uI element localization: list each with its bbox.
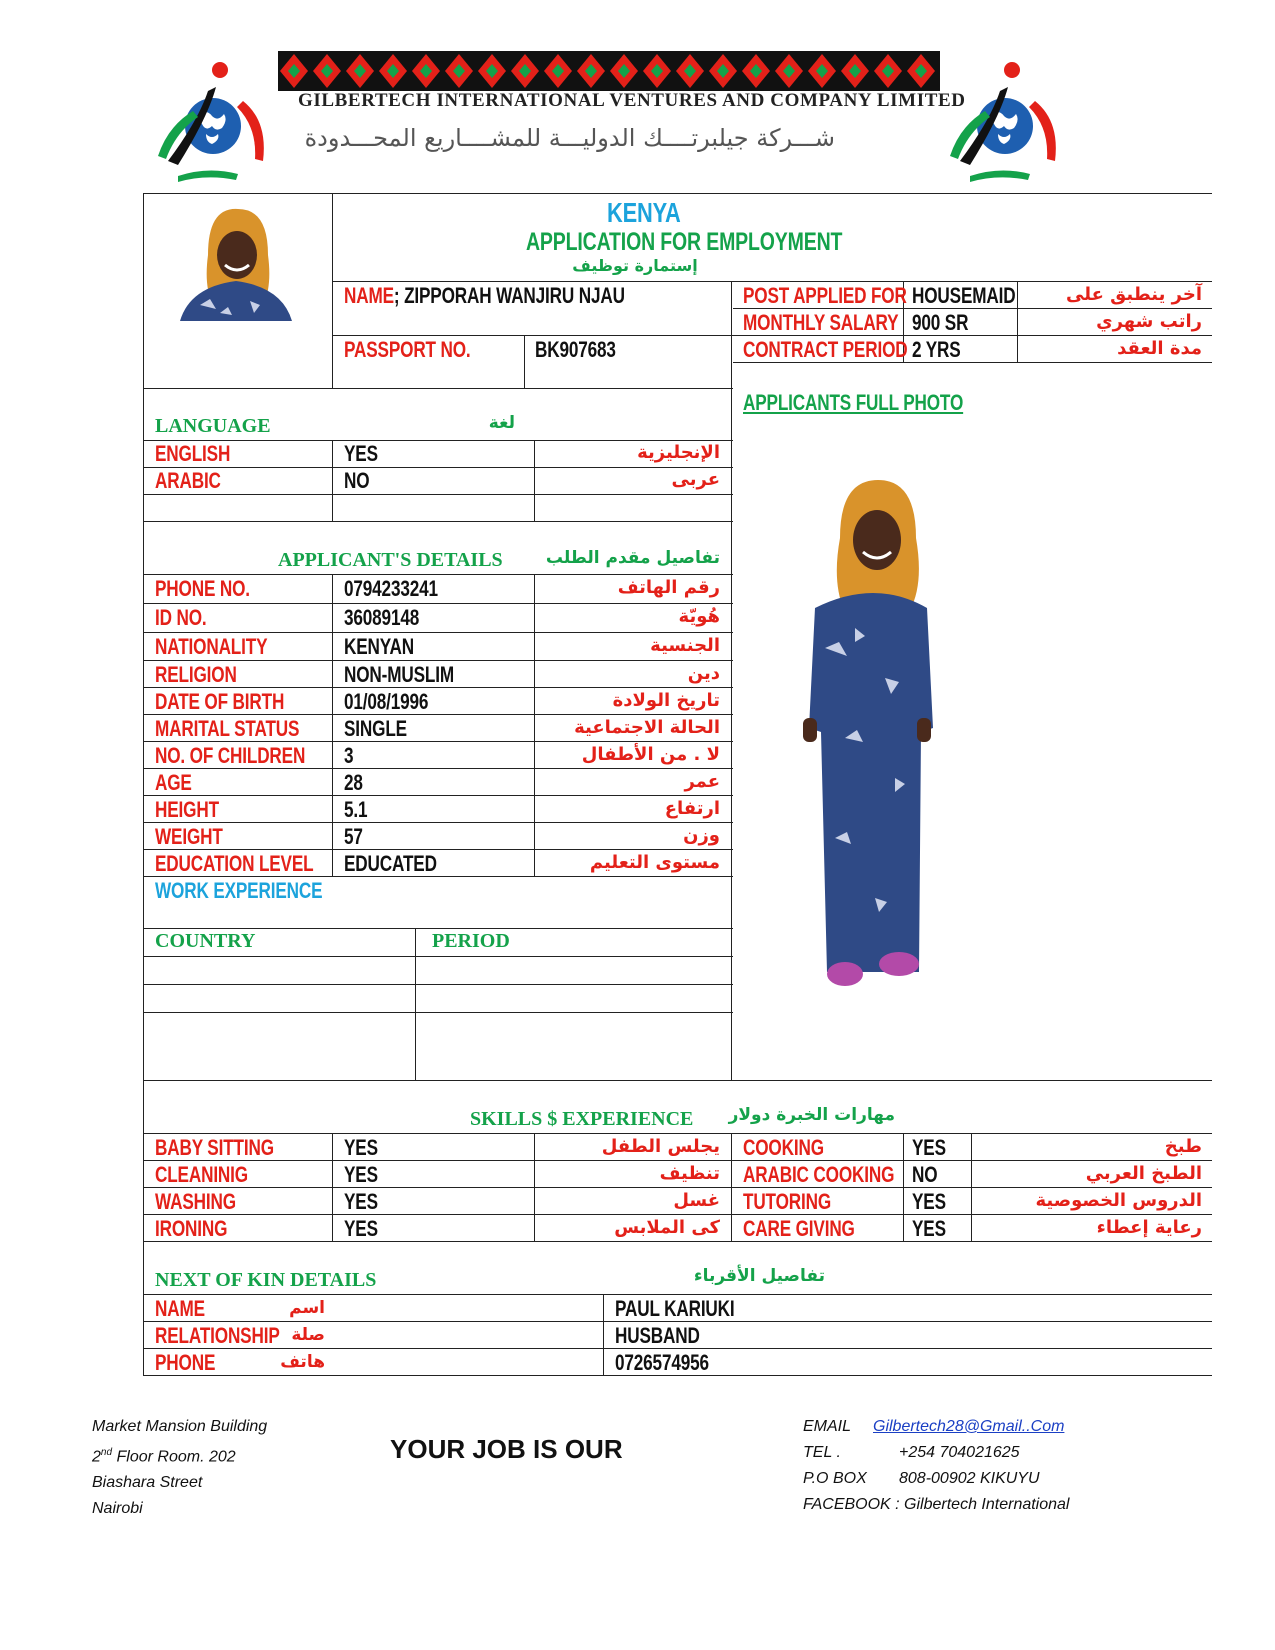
header-pattern-band — [278, 51, 940, 91]
skill-ar: رعاية إعطاء — [1096, 1217, 1202, 1238]
footer-slogan: YOUR JOB IS OUR — [390, 1434, 623, 1464]
skills-title: SKILLS $ EXPERIENCE — [470, 1108, 694, 1130]
kin-title: NEXT OF KIN DETAILS — [155, 1269, 377, 1291]
lang-arabic-label: ARABIC — [155, 468, 221, 493]
skill-value: YES — [912, 1216, 946, 1241]
address-line-3: Biashara Street — [92, 1474, 203, 1492]
post-label: POST APPLIED FOR — [743, 283, 907, 308]
address-line-1: Market Mansion Building — [92, 1418, 268, 1435]
name-field — [344, 283, 704, 309]
detail-value: 0794233241 — [344, 576, 438, 601]
kin-label: NAME — [155, 1296, 205, 1321]
detail-value: 01/08/1996 — [344, 689, 429, 714]
facebook-row: FACEBOOK : Gilbertech International — [803, 1496, 1070, 1513]
skill-value: YES — [912, 1189, 946, 1214]
form-title: APPLICATION FOR EMPLOYMENT — [526, 228, 843, 256]
detail-ar: رقم الهاتف — [617, 577, 720, 598]
form-title-ar: إستمارة توظيف — [572, 256, 698, 275]
detail-ar: عمر — [684, 771, 720, 792]
details-title: APPLICANT'S DETAILS — [278, 549, 503, 571]
applicant-passport-photo — [180, 205, 292, 321]
address-line-4: Nairobi — [92, 1500, 143, 1518]
company-logo-left — [148, 56, 278, 186]
detail-value: NON-MUSLIM — [344, 662, 454, 687]
passport-value: BK907683 — [535, 337, 616, 362]
work-period-header: PERIOD — [432, 930, 510, 952]
skill-value: YES — [344, 1216, 378, 1241]
kin-value: 0726574956 — [615, 1350, 709, 1375]
kin-label: RELATIONSHIP — [155, 1323, 280, 1348]
skill-label: COOKING — [743, 1135, 824, 1160]
skill-value: YES — [344, 1135, 378, 1160]
detail-ar: الجنسية — [650, 635, 720, 656]
lang-english-label: ENGLISH — [155, 441, 231, 466]
detail-ar: وزن — [683, 825, 720, 846]
skill-value: YES — [912, 1135, 946, 1160]
kin-ar: صلة — [291, 1325, 325, 1345]
name-value: ; ZIPPORAH WANJIRU NJAU — [393, 283, 625, 308]
skills-title-ar: مهارات الخبرة دولار — [728, 1105, 895, 1125]
skill-label: TUTORING — [743, 1189, 832, 1214]
skill-label: WASHING — [155, 1189, 236, 1214]
contract-label: CONTRACT PERIOD — [743, 337, 908, 362]
company-name-en: GILBERTECH INTERNATIONAL VENTURES AND COMPANY LIMITED — [298, 90, 966, 111]
detail-label: RELIGION — [155, 662, 237, 687]
detail-value: 36089148 — [344, 605, 420, 630]
detail-value: EDUCATED — [344, 851, 437, 876]
kin-value: PAUL KARIUKI — [615, 1296, 735, 1321]
detail-label: MARITAL STATUS — [155, 716, 300, 741]
work-country-header: COUNTRY — [155, 930, 256, 952]
post-value: HOUSEMAID — [912, 283, 1016, 308]
email-row: EMAIL Gilbertech28@Gmail..Com — [803, 1418, 1065, 1435]
address-line-2: 2nd Floor Room. 202 — [92, 1447, 236, 1466]
contract-value: 2 YRS — [912, 337, 961, 362]
detail-label: PHONE NO. — [155, 576, 250, 601]
detail-label: NO. OF CHILDREN — [155, 743, 306, 768]
email-link[interactable]: Gilbertech28@Gmail..Com — [873, 1418, 1065, 1435]
company-name-ar: شـــركة جيلبرتــــك الدوليـــة للمشــــاريع المحـــدودة — [304, 124, 835, 152]
skill-label: ARABIC COOKING — [743, 1162, 895, 1187]
detail-ar: هُويّة — [678, 606, 720, 627]
lang-arabic-value: NO — [344, 468, 370, 493]
lang-english-value: YES — [344, 441, 378, 466]
kin-label: PHONE — [155, 1350, 216, 1375]
name-label: NAME — [344, 283, 394, 308]
detail-value: KENYAN — [344, 634, 414, 659]
post-ar: آخر ينطبق على — [1066, 284, 1202, 305]
skill-label: CARE GIVING — [743, 1216, 855, 1241]
lang-english-ar: الإنجليزية — [637, 442, 720, 463]
skill-label: IRONING — [155, 1216, 228, 1241]
detail-value: 28 — [344, 770, 363, 795]
details-title-ar: تفاصيل مقدم الطلب — [545, 548, 720, 568]
detail-value: 5.1 — [344, 797, 368, 822]
skill-ar: طبخ — [1164, 1136, 1202, 1157]
detail-label: HEIGHT — [155, 797, 219, 822]
kin-ar: هاتف — [280, 1352, 325, 1372]
pobox-row: P.O BOX 808-00902 KIKUYU — [803, 1470, 1040, 1487]
footer-address — [92, 1414, 267, 1522]
passport-label: PASSPORT NO. — [344, 337, 471, 362]
footer-contact — [803, 1414, 1069, 1518]
skill-ar: كى الملابس — [614, 1217, 720, 1238]
detail-ar: مستوى التعليم — [589, 852, 720, 873]
skill-ar: يجلس الطفل — [601, 1136, 720, 1157]
kin-ar: اسم — [289, 1298, 325, 1318]
language-title: LANGUAGE — [155, 415, 271, 437]
salary-label: MONTHLY SALARY — [743, 310, 899, 335]
detail-ar: الحالة الاجتماعية — [574, 717, 720, 738]
skill-value: NO — [912, 1162, 938, 1187]
country-heading: KENYA — [607, 197, 681, 228]
detail-label: WEIGHT — [155, 824, 223, 849]
skill-label: BABY SITTING — [155, 1135, 274, 1160]
contract-ar: مدة العقد — [1117, 338, 1202, 359]
applicant-full-photo — [785, 478, 935, 990]
skill-value: YES — [344, 1189, 378, 1214]
detail-label: ID NO. — [155, 605, 207, 630]
detail-label: DATE OF BIRTH — [155, 689, 285, 714]
skill-ar: غسل — [673, 1190, 720, 1211]
salary-value: 900 SR — [912, 310, 969, 335]
tel-row: TEL . +254 704021625 — [803, 1444, 1020, 1461]
salary-ar: راتب شهري — [1096, 311, 1202, 332]
detail-label: EDUCATION LEVEL — [155, 851, 314, 876]
skill-ar: الطبخ العربي — [1085, 1163, 1202, 1184]
detail-value: 3 — [344, 743, 354, 768]
language-title-ar: لغة — [488, 413, 515, 433]
full-photo-label: APPLICANTS FULL PHOTO — [743, 390, 964, 415]
work-title: WORK EXPERIENCE — [155, 878, 323, 903]
kin-value: HUSBAND — [615, 1323, 700, 1348]
detail-label: NATIONALITY — [155, 634, 268, 659]
company-logo-right — [940, 56, 1070, 186]
detail-ar: ارتفاع — [664, 798, 720, 819]
detail-ar: تاريخ الولادة — [612, 690, 720, 711]
skill-value: YES — [344, 1162, 378, 1187]
detail-value: SINGLE — [344, 716, 407, 741]
detail-ar: دين — [687, 663, 720, 684]
detail-value: 57 — [344, 824, 363, 849]
skill-ar: تنظيف — [659, 1163, 720, 1184]
lang-arabic-ar: عربى — [671, 469, 720, 490]
skill-ar: الدروس الخصوصية — [1035, 1190, 1202, 1211]
kin-title-ar: تفاصيل الأقرباء — [693, 1266, 825, 1286]
detail-ar: لا . من الأطفال — [581, 744, 720, 765]
detail-label: AGE — [155, 770, 192, 795]
skill-label: CLEANINIG — [155, 1162, 248, 1187]
